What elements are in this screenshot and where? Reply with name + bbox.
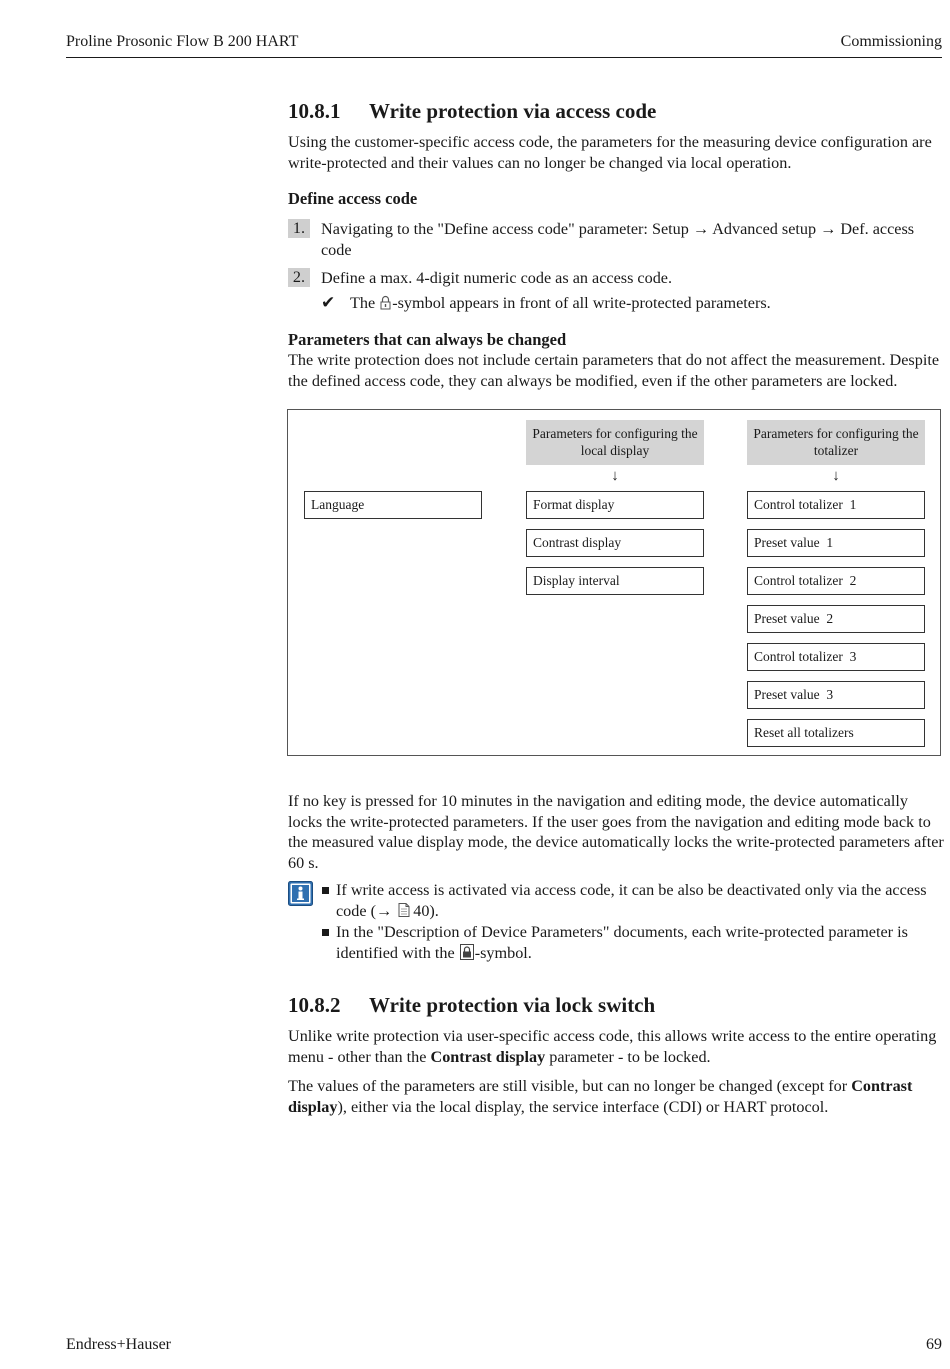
section-heading-10-8-2 bbox=[288, 992, 655, 1018]
step-number: 2. bbox=[288, 268, 310, 287]
header-rule bbox=[66, 57, 942, 58]
arrow-down-icon: ↓ bbox=[611, 468, 619, 484]
param-box-control-totalizer-3: Control totalizer 3 bbox=[747, 643, 925, 671]
running-header-chapter: Commissioning bbox=[840, 33, 942, 50]
parameter-diagram bbox=[287, 409, 941, 756]
define-access-code-heading: Define access code bbox=[288, 189, 418, 208]
section-heading-10-8-1 bbox=[288, 98, 656, 124]
lock-icon bbox=[460, 944, 474, 966]
running-header-title: Proline Prosonic Flow B 200 HART bbox=[66, 33, 299, 50]
page-reference[interactable]: 40 bbox=[413, 901, 430, 920]
always-changed-heading: Parameters that can always be changed bbox=[288, 330, 567, 349]
param-box-reset-all-totalizers: Reset all totalizers bbox=[747, 719, 925, 747]
lock-switch-paragraph-2: The values of the parameters are still visible, but can no longer be changed (except for Contrast display), either via the local display, the service interface (CDI) or HART protocol. bbox=[288, 1077, 913, 1116]
list-item: If write access is activated via access code, it can be also be deactivated only via the access code (→ 40). bbox=[322, 880, 944, 921]
lock-switch-paragraph-1: Unlike write protection via user-specific access code, this allows write access to the entire operating menu - other than the Contrast display parameter - to be locked. bbox=[288, 1027, 937, 1066]
param-box-control-totalizer-1: Control totalizer 1 bbox=[747, 491, 925, 519]
param-box-contrast-display: Contrast display bbox=[526, 529, 704, 557]
arrow-down-icon: ↓ bbox=[832, 468, 840, 484]
info-note-list bbox=[322, 880, 944, 965]
param-box-preset-value-3: Preset value 3 bbox=[747, 681, 925, 709]
checkmark-icon: ✔ bbox=[321, 292, 336, 312]
param-box-control-totalizer-2: Control totalizer 2 bbox=[747, 567, 925, 595]
param-box-preset-value-2: Preset value 2 bbox=[747, 605, 925, 633]
list-item: In the "Description of Device Parameters" documents, each write-protected parameter is identified with the -symbol. bbox=[322, 922, 944, 965]
step-1 bbox=[288, 219, 944, 260]
param-box-preset-value-1: Preset value 1 bbox=[747, 529, 925, 557]
section-title: Write protection via lock switch bbox=[369, 993, 656, 1017]
totalizer-column-header: Parameters for configuring the totalizer bbox=[747, 420, 925, 465]
page-number: 69 bbox=[926, 1336, 942, 1353]
step-text: Define a max. 4-digit numeric code as an access code. bbox=[321, 269, 673, 287]
lock-icon bbox=[380, 295, 391, 316]
footer-brand: Endress+Hauser bbox=[66, 1336, 171, 1353]
local-display-column-header: Parameters for configuring the local display bbox=[526, 420, 704, 465]
intro-paragraph: Using the customer-specific access code, the parameters for the measuring device configuration are write-protected and their values can no longer be changed via local operation. bbox=[288, 133, 932, 172]
section-number: 10.8.2 bbox=[288, 993, 341, 1017]
page-ref-icon bbox=[396, 902, 413, 920]
auto-lock-paragraph: If no key is pressed for 10 minutes in the navigation and editing mode, the device automatically locks the write-protected parameters. If the user goes from the navigation and editing mode back to the measured value display mode, the device automatically locks the write-protected parameters after 60 s. bbox=[288, 792, 944, 872]
info-icon bbox=[288, 881, 313, 906]
param-box-language: Language bbox=[304, 491, 482, 519]
param-box-format-display: Format display bbox=[526, 491, 704, 519]
step-result: ✔ The -symbol appears in front of all write-protected parameters. bbox=[321, 293, 944, 316]
step-2 bbox=[288, 268, 944, 315]
always-changed-paragraph: The write protection does not include certain parameters that do not affect the measurement. Despite the defined access code, they can always be modified, even if the other parameters are locked. bbox=[288, 351, 940, 390]
param-box-display-interval: Display interval bbox=[526, 567, 704, 595]
section-title: Write protection via access code bbox=[369, 99, 657, 123]
step-number: 1. bbox=[288, 219, 310, 238]
section-number: 10.8.1 bbox=[288, 99, 341, 123]
step-text: Navigating to the "Define access code" parameter: Setup → Advanced setup → Def. access code bbox=[321, 220, 915, 259]
